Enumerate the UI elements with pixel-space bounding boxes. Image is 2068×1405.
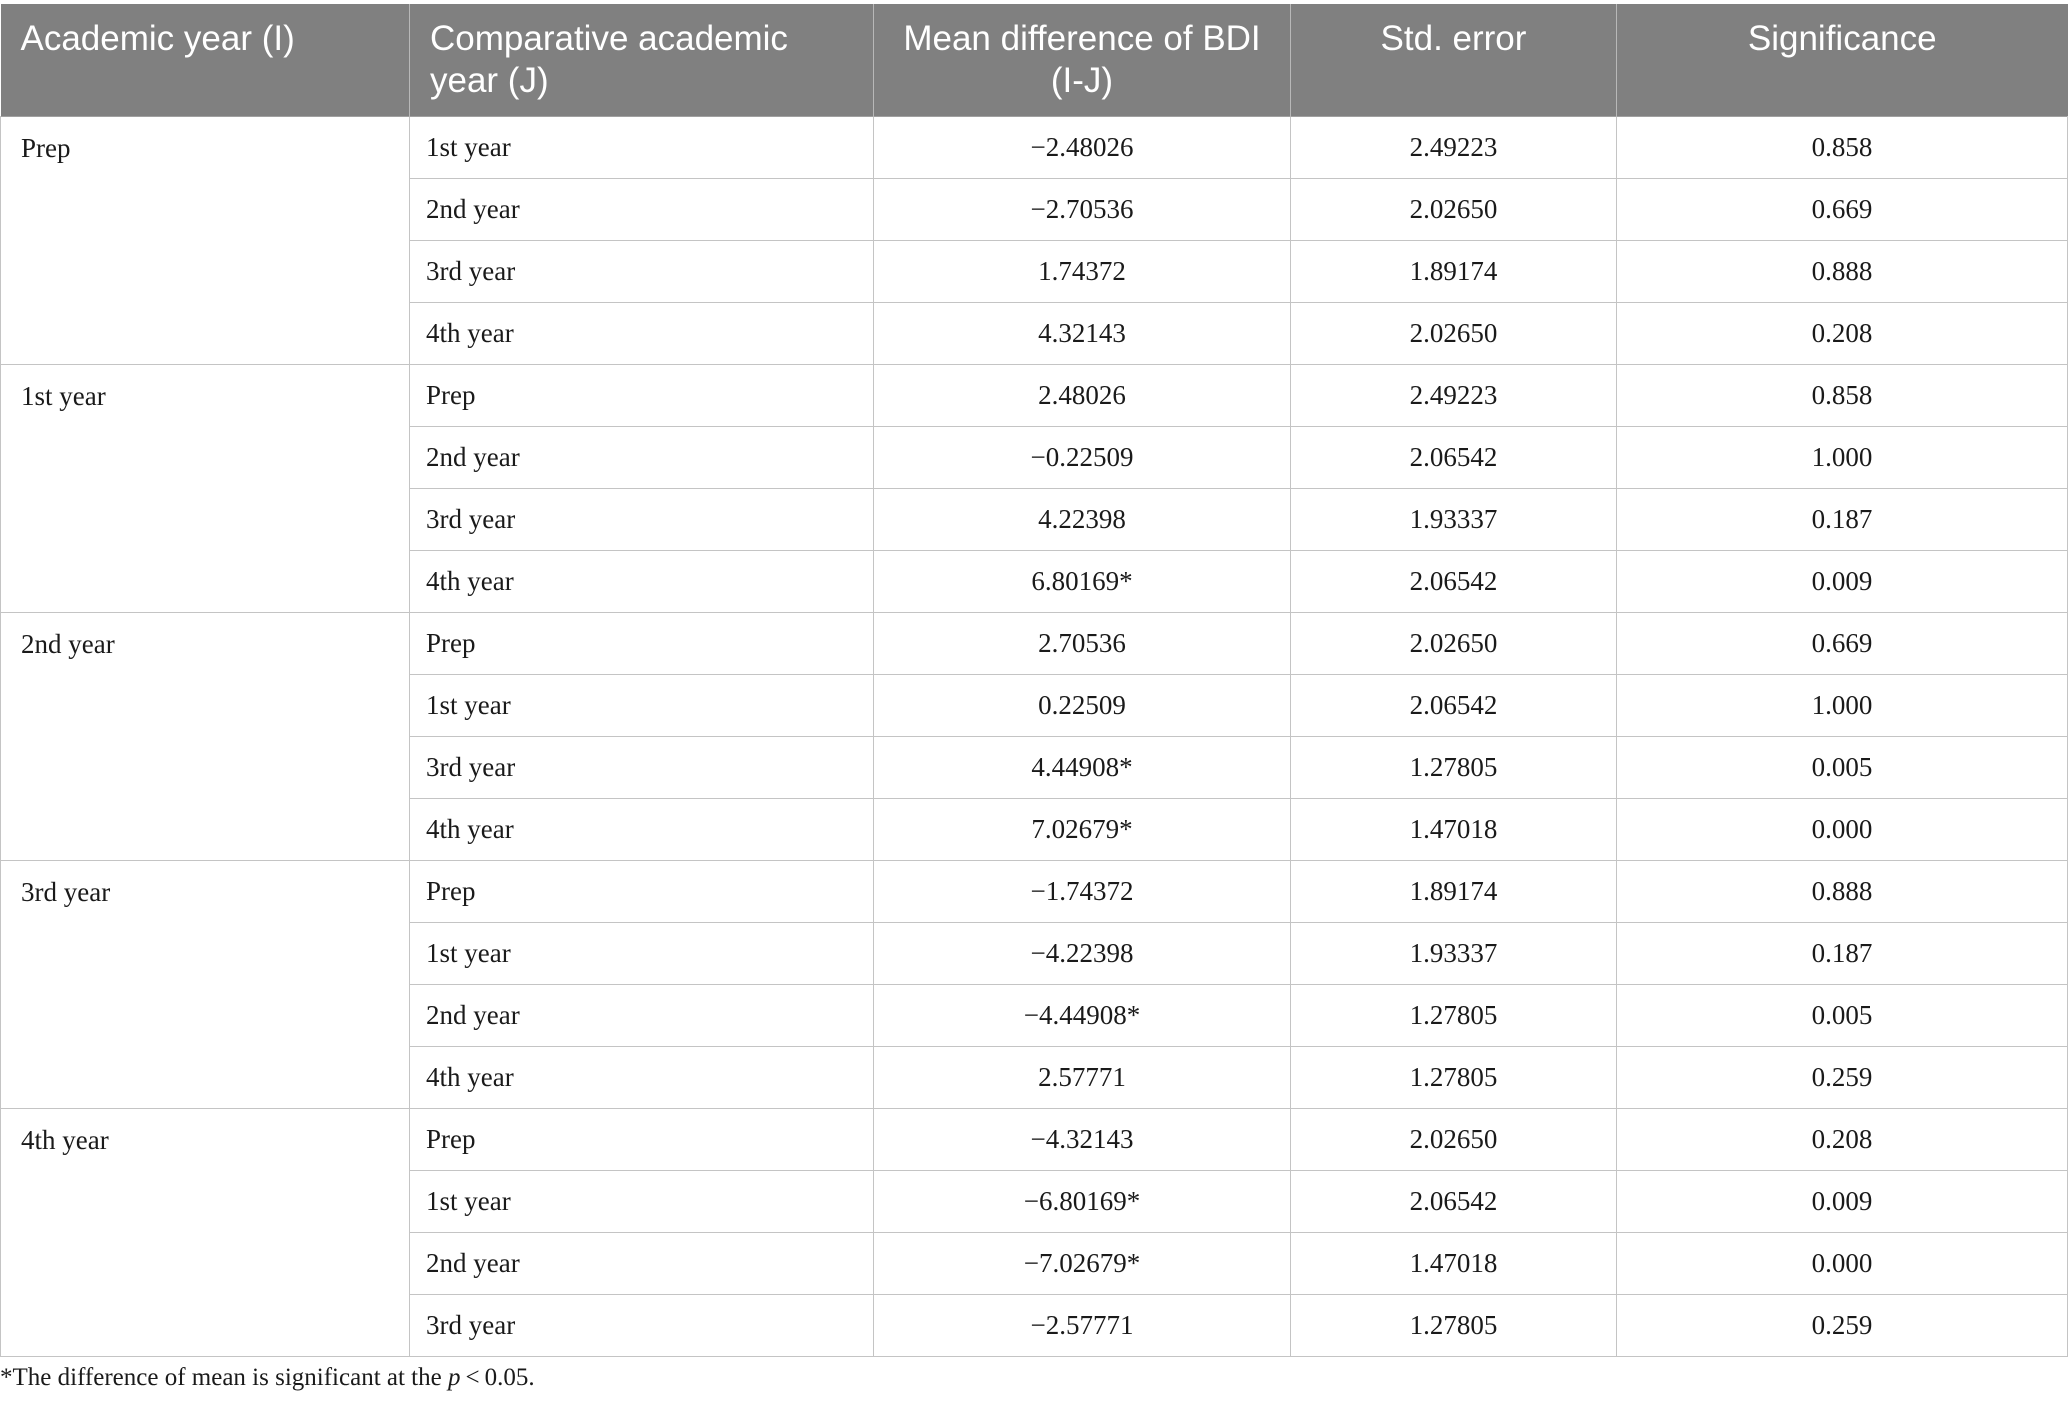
mean-difference-cell: −2.57771 [874,1295,1291,1357]
academic-year-cell: 1st year [1,365,410,613]
comparative-year-cell: 1st year [410,675,874,737]
comparative-year-cell: 4th year [410,1047,874,1109]
std-error-cell: 1.93337 [1291,923,1617,985]
comparative-year-cell: 3rd year [410,1295,874,1357]
mean-difference-cell: 4.22398 [874,489,1291,551]
significance-cell: 1.000 [1617,427,2068,489]
significance-cell: 0.858 [1617,365,2068,427]
academic-year-cell: 2nd year [1,613,410,861]
comparative-year-cell: 3rd year [410,489,874,551]
significance-cell: 0.005 [1617,985,2068,1047]
header-significance: Significance [1617,4,2068,117]
significance-cell: 0.858 [1617,117,2068,179]
std-error-cell: 1.89174 [1291,861,1617,923]
table-header [1,4,2068,117]
std-error-cell: 1.27805 [1291,1047,1617,1109]
comparative-year-cell: 3rd year [410,241,874,303]
footnote-threshold: < 0.05. [460,1364,535,1391]
header-academic-year: Academic year (I) [1,4,410,117]
mean-difference-cell: 7.02679* [874,799,1291,861]
std-error-cell: 2.06542 [1291,675,1617,737]
mean-difference-cell: −4.22398 [874,923,1291,985]
mean-difference-cell: −6.80169* [874,1171,1291,1233]
std-error-cell: 2.02650 [1291,1109,1617,1171]
significance-cell: 0.009 [1617,551,2068,613]
comparative-year-cell: Prep [410,365,874,427]
header-row [1,4,2068,117]
comparative-year-cell: 1st year [410,1171,874,1233]
table-row [1,1109,2068,1171]
mean-difference-cell: 0.22509 [874,675,1291,737]
mean-difference-cell: −7.02679* [874,1233,1291,1295]
mean-difference-cell: −1.74372 [874,861,1291,923]
significance-cell: 0.009 [1617,1171,2068,1233]
comparative-year-cell: 1st year [410,117,874,179]
std-error-cell: 2.06542 [1291,1171,1617,1233]
std-error-cell: 2.49223 [1291,117,1617,179]
significance-cell: 1.000 [1617,675,2068,737]
significance-cell: 0.259 [1617,1047,2068,1109]
std-error-cell: 1.47018 [1291,1233,1617,1295]
significance-cell: 0.888 [1617,241,2068,303]
header-comparative-year: Comparative academic year (J) [410,4,874,117]
std-error-cell: 2.06542 [1291,551,1617,613]
mean-difference-cell: 6.80169* [874,551,1291,613]
significance-cell: 0.000 [1617,1233,2068,1295]
comparative-year-cell: 2nd year [410,985,874,1047]
mean-difference-cell: 1.74372 [874,241,1291,303]
significance-cell: 0.669 [1617,179,2068,241]
mean-difference-cell: −4.44908* [874,985,1291,1047]
comparative-year-cell: 4th year [410,303,874,365]
comparative-year-cell: 2nd year [410,427,874,489]
academic-year-cell: 4th year [1,1109,410,1357]
comparative-year-cell: 3rd year [410,737,874,799]
mean-difference-cell: −0.22509 [874,427,1291,489]
table-row [1,613,2068,675]
table-row [1,365,2068,427]
comparative-year-cell: Prep [410,861,874,923]
mean-difference-cell: 4.32143 [874,303,1291,365]
header-std-error: Std. error [1291,4,1617,117]
comparative-year-cell: 2nd year [410,1233,874,1295]
comparative-year-cell: 4th year [410,799,874,861]
comparative-year-cell: 1st year [410,923,874,985]
mean-difference-cell: 4.44908* [874,737,1291,799]
significance-cell: 0.208 [1617,1109,2068,1171]
comparative-year-cell: 2nd year [410,179,874,241]
significance-cell: 0.669 [1617,613,2068,675]
table-body [1,117,2068,1357]
significance-cell: 0.888 [1617,861,2068,923]
mean-difference-cell: 2.57771 [874,1047,1291,1109]
comparative-year-cell: Prep [410,1109,874,1171]
significance-cell: 0.187 [1617,923,2068,985]
std-error-cell: 2.02650 [1291,303,1617,365]
std-error-cell: 2.49223 [1291,365,1617,427]
table-row [1,861,2068,923]
std-error-cell: 2.02650 [1291,613,1617,675]
std-error-cell: 1.27805 [1291,985,1617,1047]
footnote-text: *The difference of mean is significant at the [0,1364,448,1391]
mean-difference-cell: 2.70536 [874,613,1291,675]
mean-difference-cell: −4.32143 [874,1109,1291,1171]
academic-year-cell: Prep [1,117,410,365]
significance-cell: 0.259 [1617,1295,2068,1357]
std-error-cell: 1.27805 [1291,737,1617,799]
header-mean-difference: Mean difference of BDI (I-J) [874,4,1291,117]
std-error-cell: 2.02650 [1291,179,1617,241]
std-error-cell: 1.27805 [1291,1295,1617,1357]
academic-year-cell: 3rd year [1,861,410,1109]
std-error-cell: 2.06542 [1291,427,1617,489]
mean-difference-cell: 2.48026 [874,365,1291,427]
std-error-cell: 1.47018 [1291,799,1617,861]
table-row [1,117,2068,179]
std-error-cell: 1.93337 [1291,489,1617,551]
significance-cell: 0.000 [1617,799,2068,861]
comparative-year-cell: 4th year [410,551,874,613]
significance-cell: 0.208 [1617,303,2068,365]
significance-cell: 0.005 [1617,737,2068,799]
mean-difference-cell: −2.48026 [874,117,1291,179]
significance-cell: 0.187 [1617,489,2068,551]
mean-difference-cell: −2.70536 [874,179,1291,241]
multiple-comparisons-table [0,4,2068,1357]
table-footnote [0,1364,535,1392]
std-error-cell: 1.89174 [1291,241,1617,303]
footnote-p-symbol: p [447,1364,461,1391]
comparative-year-cell: Prep [410,613,874,675]
